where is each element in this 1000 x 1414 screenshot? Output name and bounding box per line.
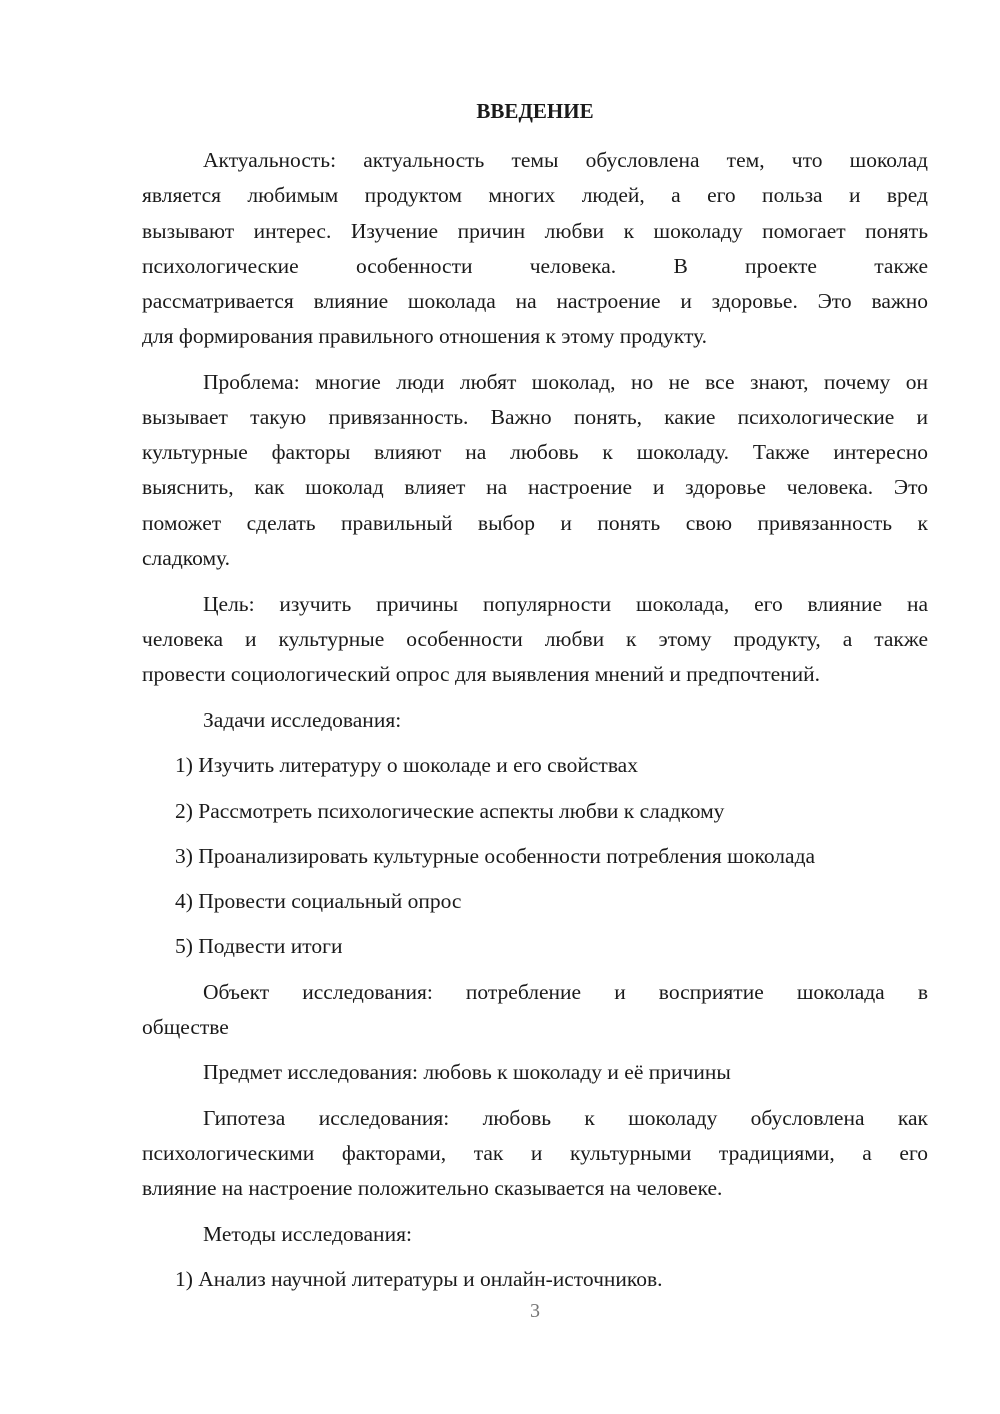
list-item: 5) Подвести итоги bbox=[175, 934, 343, 958]
methods-heading: Методы исследования: bbox=[203, 1222, 412, 1246]
text-line: является любимым продуктом многих людей, а его польза и вред bbox=[142, 183, 928, 207]
page-number: 3 bbox=[530, 1300, 540, 1322]
list-item: 1) Анализ научной литературы и онлайн-источников. bbox=[175, 1267, 663, 1291]
text-line: провести социологический опрос для выявления мнений и предпочтений. bbox=[142, 662, 821, 686]
text-line: выяснить, как шоколад влияет на настроение и здоровье человека. Это bbox=[142, 475, 928, 499]
list-item: 3) Проанализировать культурные особенности потребления шоколада bbox=[175, 844, 816, 868]
text-line: культурные факторы влияют на любовь к шоколаду. Также интересно bbox=[142, 440, 928, 464]
text-line: психологические особенности человека. В проекте также bbox=[142, 254, 928, 278]
text-line: Объект исследования: потребление и восприятие шоколада в bbox=[203, 980, 928, 1004]
text-line: Актуальность: актуальность темы обусловлена тем, что шоколад bbox=[203, 148, 928, 172]
text-line: сладкому. bbox=[142, 546, 231, 570]
text-line: психологическими факторами, так и культурными традициями, а его bbox=[142, 1141, 928, 1165]
text-line: Проблема: многие люди любят шоколад, но не все знают, почему он bbox=[203, 370, 928, 394]
text-line: для формирования правильного отношения к этому продукту. bbox=[142, 324, 708, 348]
tasks-heading: Задачи исследования: bbox=[203, 708, 402, 732]
text-line: поможет сделать правильный выбор и понять свою привязанность к bbox=[142, 511, 928, 535]
text-line: вызывает такую привязанность. Важно понять, какие психологические и bbox=[142, 405, 928, 429]
list-item: 1) Изучить литературу о шоколаде и его свойствах bbox=[175, 753, 638, 777]
text-line: вызывают интерес. Изучение причин любви к шоколаду помогает понять bbox=[142, 219, 928, 243]
page-title: ВВЕДЕНИЕ bbox=[476, 99, 594, 123]
text-line: влияние на настроение положительно сказывается на человеке. bbox=[142, 1176, 723, 1200]
subject-paragraph: Предмет исследования: любовь к шоколаду и её причины bbox=[203, 1060, 731, 1084]
text-line: человека и культурные особенности любви к этому продукту, а также bbox=[142, 627, 928, 651]
list-item: 2) Рассмотреть психологические аспекты любви к сладкому bbox=[175, 799, 725, 823]
text-line: Цель: изучить причины популярности шоколада, его влияние на bbox=[203, 592, 928, 616]
list-item: 4) Провести социальный опрос bbox=[175, 889, 462, 913]
text-line: Гипотеза исследования: любовь к шоколаду обусловлена как bbox=[203, 1106, 928, 1130]
text-line: обществе bbox=[142, 1015, 229, 1039]
text-line: рассматривается влияние шоколада на настроение и здоровье. Это важно bbox=[142, 289, 928, 313]
